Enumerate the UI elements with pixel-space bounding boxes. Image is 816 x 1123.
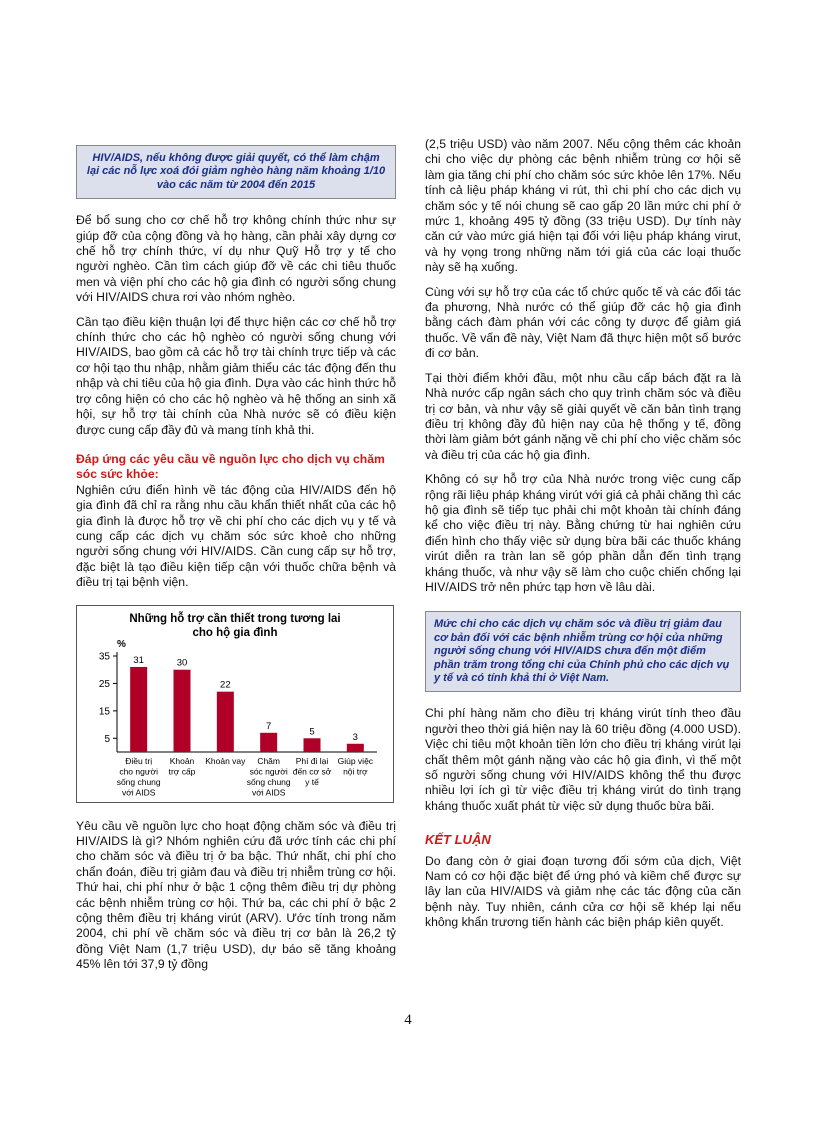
chart-bar	[260, 732, 277, 751]
chart-category-label: Điều trị	[125, 755, 153, 766]
chart-category-label: nội trợ	[343, 766, 368, 777]
chart-category-label: đến cơ sở	[292, 766, 332, 777]
right-paragraph-5: Chi phí hàng năm cho điều trị kháng virút tính theo đầu người theo thời giá hiện nay là 60 triệu đồng (4.000 USD). Việc chi tiêu một khoản tiền lớn cho điều trị kháng virút lại chất thêm một gánh nặng vào các hộ gia đình, vì thế một số người sống chung với HIV/AIDS không thể thu được nhiều lợi ích gì từ việc điều trị kháng virút do tình trạng kháng thuốc xuất phát từ việc sử dụng thuốc bừa bãi.	[425, 706, 741, 813]
right-paragraph-2: Cùng với sự hỗ trợ của các tổ chức quốc tế và các đối tác đa phương, Nhà nước có thể giúp đỡ các hộ gia đình bằng cách đàm phán với các công ty dược để giảm giá thuốc. Về vấn đề này, Việt Nam đã thực hiện một số bước đi cơ bản.	[425, 284, 741, 361]
chart-category-label: trợ cấp	[168, 766, 196, 777]
chart-category-label: Giúp việc	[337, 755, 374, 766]
conclusion-heading: KẾT LUẬN	[425, 832, 491, 848]
chart-category-label: với AIDS	[121, 787, 156, 798]
chart-title-line2: cho hộ gia đình	[192, 626, 278, 639]
chart-y-tick-label: 5	[104, 733, 110, 745]
chart-bar-value-label: 5	[309, 725, 315, 737]
chart-bar-value-label: 31	[133, 654, 144, 666]
left-paragraph-2: Cần tạo điều kiện thuận lợi để thực hiện các cơ chế hỗ trợ chính thức cho các hộ nghèo có người sống chung với HIV/AIDS, bao gồm cả các hỗ trợ tài chính trực tiếp và các cơ hội tạo thu nhập, nhằm giảm thiểu các tác động đến thu nhập và chi tiêu của hộ gia đình. Dựa vào các hình thức hỗ trợ công hiện có cho các hộ nghèo và hệ thống an sinh xã hội, sự hỗ trợ tài chính của Nhà nước sẽ có điều kiện được cung cấp đầy đủ và mang tính khả thi.	[76, 314, 396, 437]
right-column	[425, 137, 741, 940]
chart-y-unit-label: %	[117, 638, 126, 650]
chart-category-label: sóc người	[249, 766, 288, 777]
chart-bar	[304, 738, 321, 752]
chart-category-label: sống chung	[116, 776, 161, 787]
chart-y-tick-label: 35	[98, 651, 110, 663]
left-paragraph-3: Nghiên cứu điển hình về tác động của HIV/AIDS đến hộ gia đình đã chỉ ra rằng nhu cầu khẩn thiết nhất của các hộ gia đình là được hỗ trợ về chi phí cho các dịch vụ y tế và cung cấp các dịch vụ chăm sóc sức khoẻ cho những người sống chung với HIV/AIDS. Cần cung cấp sự hỗ trợ, đặc biệt là tạo điều kiện tiếp cận với thuốc chữa bệnh và điều trị tại bệnh viện.	[76, 482, 396, 590]
conclusion-paragraph: Do đang còn ở giai đoạn tương đối sớm của dịch, Việt Nam có cơ hội đặc biệt để ứng phó và kiềm chế được sự lây lan của HIV/AIDS và giảm nhẹ các tác động của căn bệnh này. Tuy nhiên, cánh cửa cơ hội sẽ khép lại nếu không khẩn trương tiến hành các biện pháp kiên quyết.	[425, 853, 741, 930]
bar-chart	[76, 605, 394, 803]
chart-category-label: sống chung	[246, 776, 291, 787]
chart-bar-value-label: 3	[352, 731, 358, 743]
chart-bar	[217, 691, 234, 751]
section-heading-resources: Đáp ứng các yêu cầu về nguồn lực cho dịch vụ chăm sóc sức khỏe:	[76, 451, 385, 482]
chart-bar	[174, 669, 191, 751]
right-paragraph-1: (2,5 triệu USD) vào năm 2007. Nếu cộng thêm các khoản chi cho việc dự phòng các bệnh nhiễm trùng cơ hội sẽ làm gia tăng chi phí cho chăm sóc sức khỏe lên 17%. Nếu tính cả liệu pháp kháng vi rút, thì chi phí cho các dịch vụ chăm sóc y tế nói chung sẽ cao gấp 20 lần mức chi phí ở mức 1, khoảng 495 tỷ đồng (33 triệu USD). Dự tính này căn cứ vào mức giá hiện tại đối với liệu pháp kháng virut, và hy vọng trong những năm tới giá của các loại thuốc này sẽ hạ xuống.	[425, 137, 741, 275]
chart-title-line1: Những hỗ trợ cần thiết trong tương lai	[129, 612, 341, 625]
right-callout-box: Mức chi cho các dịch vụ chăm sóc và điều trị giảm đau cơ bản đối với các bệnh nhiễm trùng cơ hội của những người sống chung với HIV/AIDS chưa đến một điểm phần trăm trong tổng chi của Chính phủ cho các dịch vụ y tế và có tính khả thi ở Việt Nam.	[425, 611, 741, 692]
chart-bar-value-label: 22	[220, 679, 231, 691]
chart-bar-value-label: 30	[176, 657, 188, 669]
chart-category-label: cho người	[119, 766, 159, 777]
chart-category-label: với AIDS	[251, 787, 286, 798]
chart-bar	[130, 667, 147, 752]
left-paragraph-1: Để bổ sung cho cơ chế hỗ trợ không chính thức như sự giúp đỡ của cộng đồng và họ hàng, cần phải xây dựng cơ chế hỗ trợ chính thức, ví dụ như Quỹ Hỗ trợ y tế cho người nghèo. Cần tìm cách giúp đỡ về các chi tiêu thuốc men và viện phí cho các hộ gia đình có người sống chung với HIV/AIDS chưa rơi vào nhóm nghèo.	[76, 213, 396, 305]
chart-category-label: Khoản	[169, 755, 195, 766]
chart-bar-value-label: 7	[266, 720, 272, 732]
chart-category-label: y tế	[305, 776, 319, 787]
chart-y-tick-label: 15	[98, 705, 110, 717]
right-paragraph-4: Không có sự hỗ trợ của Nhà nước trong việc cung cấp rộng rãi liệu pháp kháng virút với giá cả phải chăng thì các hộ gia đình sẽ tiếp tục phải chi một khoản tài chính đáng kể cho việc điều trị này. Bằng chứng từ hai nghiên cứu điển hình cho thấy việc sử dụng bừa bãi các thuốc kháng virút diễn ra tràn lan sẽ góp phần dẫn đến tình trạng kháng thuốc, và như vậy sẽ làm cho cuộc chiến chống lại HIV/AIDS trở nên phức tạp hơn về lâu dài.	[425, 472, 741, 594]
bar-chart-svg	[77, 606, 393, 802]
chart-category-label: Chăm	[257, 755, 281, 766]
left-callout-box: HIV/AIDS, nếu không được giải quyết, có thể làm chậm lại các nỗ lực xoá đói giảm nghèo hàng năm khoảng 1/10 vào các năm từ 2004 đến 2015	[76, 145, 396, 199]
left-paragraph-4: Yêu cầu về nguồn lực cho hoạt động chăm sóc và điều trị HIV/AIDS là gì? Nhóm nghiên cứu đã ước tính các chi phí cho chăm sóc và điều trị ở ba bậc. Thứ nhất, chi phí cho chẩn đoán, điều trị giảm đau và điều trị nhiễm trùng cơ hội. Thứ hai, chi phí như ở bậc 1 cộng thêm điều trị dự phòng các bệnh nhiễm trùng cơ hội. Thứ ba, các chi phí ở bậc 2 cộng thêm điều trị kháng virút (ARV). Ước tính trong năm 2004, chi phí về chăm sóc và điều trị cơ bản là 26,2 tỷ đồng Việt Nam (1,7 triệu USD), dự báo sẽ tăng khoảng 45% lên tới 37,9 tỷ đồng	[76, 818, 396, 972]
right-paragraph-3: Tại thời điểm khởi đầu, một nhu cầu cấp bách đặt ra là Nhà nước cấp ngân sách cho quy trình chăm sóc và điều trị cơ bản, và như vậy sẽ giải quyết về căn bản tình trạng điều trị không đầy đủ hiện nay của hệ thống y tế, đồng thời làm giảm bớt gánh nặng về chi phí cho việc chăm sóc và điều trị của các hộ gia đình.	[425, 370, 741, 462]
chart-bar	[347, 743, 364, 751]
page-number: 4	[404, 1012, 412, 1028]
chart-category-label: Khoản vay	[205, 755, 246, 766]
chart-y-tick-label: 25	[98, 678, 110, 690]
left-column	[76, 145, 396, 982]
chart-category-label: Phí đi lại	[295, 755, 329, 766]
